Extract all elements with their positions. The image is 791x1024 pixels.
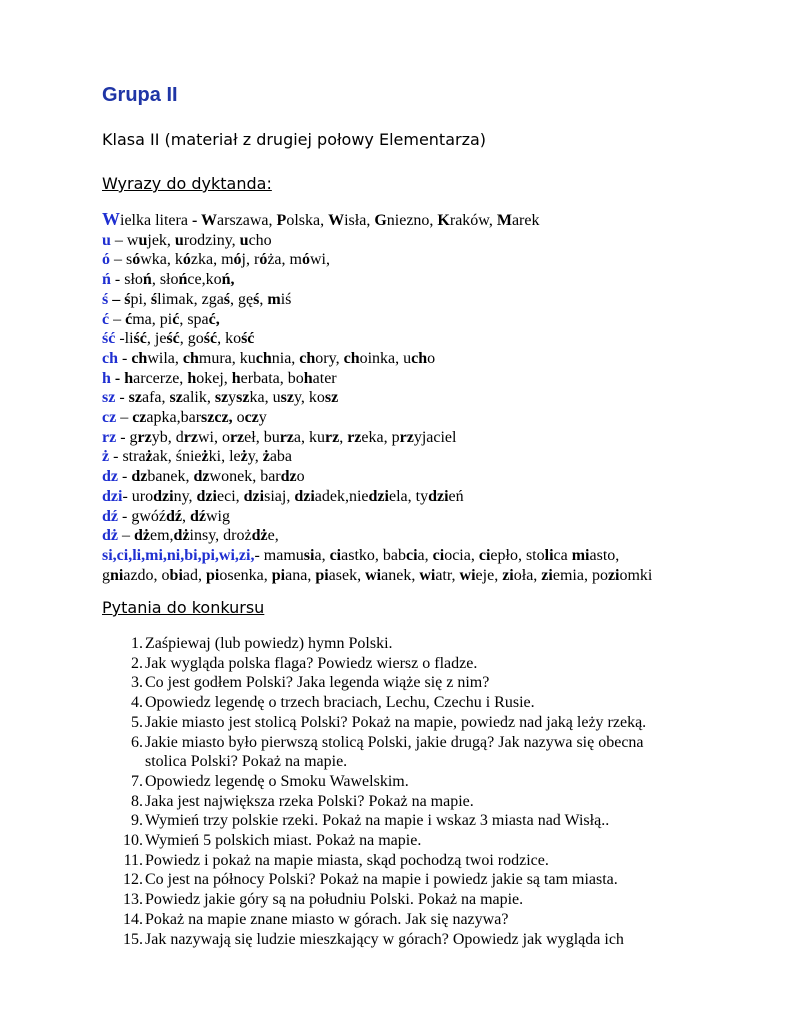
word-text: wi, o xyxy=(197,428,230,446)
question-number: 6. xyxy=(131,733,143,751)
question-number: 15. xyxy=(123,930,143,948)
word-text: raków, xyxy=(449,212,497,229)
question-number: 2. xyxy=(131,654,143,672)
letter-key: u xyxy=(102,231,111,249)
word-row xyxy=(102,329,762,349)
question-text: Powiedz i pokaż na mapie miasta, skąd pochodzą twoi rodzice. xyxy=(145,851,549,869)
highlighted-letters: ó xyxy=(301,251,310,269)
highlighted-letters: dzi xyxy=(243,487,265,505)
highlighted-letters: - W xyxy=(191,212,218,229)
highlighted-letters: h xyxy=(231,369,241,387)
word-text: ocia, xyxy=(444,546,479,564)
word-text: o xyxy=(296,468,305,486)
word-text: omki xyxy=(619,566,653,584)
highlighted-letters: li xyxy=(544,546,554,564)
word-text: , xyxy=(339,428,348,446)
question-text: Powiedz jakie góry są na południu Polski. Pokaż na mapie. xyxy=(145,891,524,909)
word-text: - stra xyxy=(109,448,146,466)
word-text: yjaciel xyxy=(413,428,457,446)
word-row xyxy=(102,290,762,310)
word-text: rodziny, xyxy=(183,231,240,249)
word-text: iś xyxy=(280,290,292,308)
word-text: - xyxy=(118,349,132,367)
highlighted-letters: pi xyxy=(206,566,220,584)
letter-key: dzi xyxy=(102,487,123,505)
word-text: eń xyxy=(448,487,464,505)
highlighted-letters: ś xyxy=(223,290,231,308)
word-text: yb, d xyxy=(151,428,184,446)
letter-key: ść xyxy=(102,330,116,348)
word-row xyxy=(102,546,762,566)
highlighted-letters: dz xyxy=(280,468,297,486)
highlighted-letters: ci xyxy=(329,546,342,564)
highlighted-letters: pi xyxy=(315,566,329,584)
word-row xyxy=(102,231,762,251)
word-text: nia, xyxy=(271,349,300,367)
highlighted-letters: pi xyxy=(271,566,286,584)
highlighted-letters: ch xyxy=(343,349,360,367)
word-text: o xyxy=(427,349,436,367)
word-text: jek, xyxy=(147,231,175,249)
highlighted-letters: cz xyxy=(244,409,259,427)
highlighted-letters: ci xyxy=(478,546,491,564)
highlighted-letters: mi xyxy=(571,546,590,564)
highlighted-letters: sz xyxy=(280,389,294,407)
word-text: ak, śnie xyxy=(152,448,202,466)
question-number: 8. xyxy=(131,792,143,810)
word-text: o xyxy=(232,409,245,427)
question-number: 14. xyxy=(123,910,143,928)
question-text: Co jest na północy Polski? Pokaż na mapie i powiedz jakie są tam miasta. xyxy=(145,871,618,889)
word-text: apka,bar xyxy=(146,409,202,427)
word-text: - xyxy=(118,468,132,486)
highlighted-letters: zi xyxy=(541,566,553,584)
word-text: , xyxy=(181,507,190,525)
word-text: arszawa, xyxy=(217,212,277,229)
word-text: j, r xyxy=(241,251,260,269)
highlighted-letters: cz xyxy=(132,409,147,427)
word-row xyxy=(102,270,762,290)
question-text: Opowiedz legendę o trzech braciach, Lechu, Czechu i Rusie. xyxy=(145,694,535,712)
highlighted-letters: ć, xyxy=(208,310,220,328)
highlighted-letters: rz xyxy=(399,428,414,446)
question-text: Jaka jest największa rzeka Polski? Pokaż na mapie. xyxy=(145,792,474,810)
class-subtitle: Klasa II (materiał z drugiej połowy Elementarza) xyxy=(102,130,487,149)
highlighted-letters: ń xyxy=(142,271,152,289)
question-item xyxy=(102,772,702,792)
word-text: e, xyxy=(267,527,279,545)
question-text: Pokaż na mapie znane miasto w górach. Jak się nazywa? xyxy=(145,910,509,928)
highlighted-letters: ci xyxy=(432,546,445,564)
word-row xyxy=(102,507,762,527)
word-text: - sło xyxy=(110,271,143,289)
highlighted-letters: u xyxy=(174,231,184,249)
letter-key: sz xyxy=(102,389,116,407)
word-text: siaj, xyxy=(264,487,295,505)
word-text: alik, xyxy=(182,389,215,407)
word-text: ory, xyxy=(315,349,344,367)
question-number: 4. xyxy=(131,694,143,712)
word-text: cho xyxy=(248,231,272,249)
word-text: eci, xyxy=(216,487,244,505)
question-number: 7. xyxy=(131,772,143,790)
word-text: - gwóź xyxy=(118,507,166,525)
question-item xyxy=(102,654,702,674)
questions-heading: Pytania do konkursu xyxy=(102,598,265,617)
word-text: – s xyxy=(110,251,133,269)
word-text: afa, xyxy=(141,389,170,407)
question-text: Wymień trzy polskie rzeki. Pokaż na mapie i wskaz 3 miasta nad Wisłą.. xyxy=(145,812,610,830)
word-text: y xyxy=(258,409,267,427)
word-row xyxy=(102,310,762,330)
word-row xyxy=(102,526,762,546)
question-number: 9. xyxy=(131,812,143,830)
word-text: , sło xyxy=(151,271,179,289)
word-text: aba xyxy=(269,448,293,466)
word-text: wi, xyxy=(309,251,330,269)
word-text: g xyxy=(102,566,110,584)
highlighted-letters: wi xyxy=(419,566,436,584)
highlighted-letters: si xyxy=(303,546,315,564)
highlighted-letters: sz xyxy=(236,389,250,407)
highlighted-letters: h xyxy=(303,369,313,387)
letter-key: h xyxy=(102,369,111,387)
highlighted-letters: dż xyxy=(173,527,190,545)
highlighted-letters: M xyxy=(496,212,512,229)
word-text: azdo, o xyxy=(123,566,170,584)
highlighted-letters: rz xyxy=(279,428,294,446)
word-text: arcerze, xyxy=(133,369,188,387)
question-item xyxy=(102,733,702,772)
word-text: a, ku xyxy=(293,428,325,446)
question-text: Opowiedz legendę o Smoku Wawelskim. xyxy=(145,772,409,790)
highlighted-letters: ó xyxy=(182,251,191,269)
highlighted-letters: sz xyxy=(324,389,339,407)
highlighted-letters: G xyxy=(374,212,387,229)
highlighted-letters: sz xyxy=(128,389,142,407)
word-text: , je xyxy=(146,330,167,348)
word-text: - xyxy=(115,389,129,407)
highlighted-letters: zi xyxy=(502,566,514,584)
highlighted-letters: ch xyxy=(182,349,199,367)
highlighted-letters: u xyxy=(239,231,249,249)
word-row xyxy=(102,487,762,507)
letter-key: rz xyxy=(102,428,117,446)
word-text: eł, bu xyxy=(244,428,280,446)
highlighted-letters: szcz, xyxy=(201,409,233,427)
question-item xyxy=(102,910,702,930)
word-text: osenka, xyxy=(219,566,272,584)
word-text: , go xyxy=(179,330,204,348)
word-text: adek,nie xyxy=(314,487,369,505)
highlighted-letters: dzi xyxy=(294,487,315,505)
highlighted-letters: ść xyxy=(203,330,218,348)
highlighted-letters: dź xyxy=(165,507,182,525)
highlighted-letters: ż xyxy=(145,448,153,466)
word-text: ce,ko xyxy=(187,271,222,289)
word-row xyxy=(102,369,762,389)
highlighted-letters: ni xyxy=(110,566,124,584)
word-row xyxy=(102,250,762,270)
highlighted-letters: wi xyxy=(365,566,382,584)
contest-questions-list xyxy=(102,634,702,949)
highlighted-letters: dż xyxy=(134,527,150,545)
word-text: erbata, bo xyxy=(240,369,304,387)
word-text: asek, xyxy=(328,566,366,584)
question-text: Co jest godłem Polski? Jaka legenda wiąże się z nim? xyxy=(145,674,490,692)
word-text: wila, xyxy=(147,349,183,367)
highlighted-letters: W xyxy=(328,212,345,229)
word-text: oinka, u xyxy=(359,349,412,367)
word-text: pi, xyxy=(130,290,151,308)
question-item xyxy=(102,634,702,654)
word-text: arek xyxy=(511,212,540,229)
letter-key: dż xyxy=(102,527,118,545)
question-number: 11. xyxy=(123,851,143,869)
highlighted-letters: P xyxy=(276,212,287,229)
word-text: insy, droż xyxy=(189,527,252,545)
highlighted-letters: ń, xyxy=(221,271,235,289)
word-text: zka, m xyxy=(190,251,234,269)
word-text: ka, u xyxy=(249,389,281,407)
word-text: , spa xyxy=(179,310,209,328)
word-text: a, xyxy=(314,546,330,564)
highlighted-letters: ó xyxy=(259,251,268,269)
highlighted-letters: ci xyxy=(406,546,418,564)
word-text: banek, xyxy=(147,468,194,486)
word-text: wig xyxy=(205,507,230,525)
word-row xyxy=(102,447,762,467)
word-text: – w xyxy=(110,231,139,249)
word-row xyxy=(102,388,762,408)
word-text: limak, zga xyxy=(157,290,224,308)
highlighted-letters: ś xyxy=(253,290,260,308)
highlighted-letters: ch xyxy=(131,349,148,367)
highlighted-letters: ż xyxy=(240,448,248,466)
word-text: wka, k xyxy=(140,251,183,269)
question-item xyxy=(102,930,702,950)
letter-key: W xyxy=(102,209,120,229)
highlighted-letters: h xyxy=(187,369,197,387)
highlighted-letters: u xyxy=(138,231,148,249)
question-number: 5. xyxy=(131,713,143,731)
highlighted-letters: wi xyxy=(459,566,476,584)
highlighted-letters: ż xyxy=(201,448,209,466)
highlighted-letters: ć xyxy=(172,310,180,328)
word-text: eka, p xyxy=(361,428,400,446)
highlighted-letters: dzi xyxy=(368,487,389,505)
word-text: ma, pi xyxy=(132,310,173,328)
highlighted-letters: sz xyxy=(214,389,229,407)
word-text: olska, xyxy=(286,212,329,229)
word-text: isła, xyxy=(344,212,375,229)
word-row xyxy=(102,210,762,231)
highlighted-letters: zi xyxy=(607,566,620,584)
word-text: anek, xyxy=(381,566,420,584)
highlighted-letters: K xyxy=(437,212,450,229)
word-row xyxy=(102,408,762,428)
word-row xyxy=(102,467,762,487)
letter-key: ó xyxy=(102,251,110,269)
word-text: – xyxy=(109,310,126,328)
question-text: Zaśpiewaj (lub powiedz) hymn Polski. xyxy=(145,635,393,652)
question-item xyxy=(102,831,702,851)
word-text: niezno, xyxy=(386,212,438,229)
question-text: Jak wygląda polska flaga? Powiedz wiersz o fladze. xyxy=(145,654,478,672)
highlighted-letters: rz xyxy=(183,428,198,446)
word-text: okej, xyxy=(196,369,232,387)
letter-key: ch xyxy=(102,349,118,367)
highlighted-letters: rz xyxy=(229,428,245,446)
question-text: stolica Polski? Pokaż na mapie. xyxy=(145,753,348,771)
word-text: - mamu xyxy=(254,546,304,564)
word-text: wonek, bar xyxy=(209,468,281,486)
word-text: ater xyxy=(312,369,337,387)
highlighted-letters: ść xyxy=(241,330,255,348)
highlighted-letters: – ś xyxy=(108,290,131,308)
word-text: , gę xyxy=(230,290,254,308)
word-text: – xyxy=(116,409,133,427)
word-text: oła, xyxy=(513,566,542,584)
highlighted-letters: ó xyxy=(132,251,141,269)
word-text: astko, bab xyxy=(341,546,406,564)
highlighted-letters: ch xyxy=(255,349,272,367)
word-text: em, xyxy=(150,527,174,545)
word-text: ad, xyxy=(182,566,206,584)
question-number: 13. xyxy=(123,891,143,909)
question-item xyxy=(102,851,702,871)
word-text: , xyxy=(259,290,268,308)
highlighted-letters: ch xyxy=(411,349,428,367)
word-text: emia, po xyxy=(552,566,608,584)
word-text: ielka litera xyxy=(120,212,192,229)
highlighted-letters: m xyxy=(267,290,281,308)
letter-key: ć xyxy=(102,310,110,328)
letter-key: ń xyxy=(102,271,111,289)
question-item xyxy=(102,693,702,713)
question-item xyxy=(102,811,702,831)
word-text: y, ko xyxy=(293,389,325,407)
highlighted-letters: ć xyxy=(125,310,133,328)
highlighted-letters: sz xyxy=(169,389,183,407)
word-text: ki, le xyxy=(208,448,241,466)
question-number: 1. xyxy=(131,635,143,652)
highlighted-letters: - h xyxy=(110,369,134,387)
word-row xyxy=(102,428,762,448)
highlighted-letters: dzi xyxy=(428,487,449,505)
word-text: mura, ku xyxy=(198,349,256,367)
highlighted-letters: ść xyxy=(133,330,147,348)
word-text: - g xyxy=(116,428,138,446)
word-text: – xyxy=(118,527,134,545)
word-row xyxy=(102,566,762,586)
words-heading: Wyrazy do dyktanda: xyxy=(102,174,272,193)
question-item xyxy=(102,870,702,890)
highlighted-letters: dz xyxy=(131,468,148,486)
highlighted-letters: ó xyxy=(233,251,242,269)
question-item xyxy=(102,713,702,733)
question-item xyxy=(102,792,702,812)
letter-key: ż xyxy=(102,448,110,466)
highlighted-letters: rz xyxy=(347,428,362,446)
highlighted-letters: ś xyxy=(150,290,158,308)
word-text: asto, xyxy=(589,546,620,564)
word-text: -li xyxy=(115,330,134,348)
word-text: a, xyxy=(417,546,433,564)
highlighted-letters: dzi xyxy=(153,487,174,505)
highlighted-letters: ść xyxy=(166,330,180,348)
word-row xyxy=(102,349,762,369)
question-number: 3. xyxy=(131,674,143,692)
highlighted-letters: dż xyxy=(251,527,268,545)
question-text: Wymień 5 polskich miast. Pokaż na mapie. xyxy=(145,832,422,850)
question-text: Jak nazywają się ludzie mieszkający w górach? Opowiedz jak wygląda ich xyxy=(145,930,624,948)
highlighted-letters: dz xyxy=(193,468,210,486)
word-text: atr, xyxy=(435,566,460,584)
word-text: ny, xyxy=(173,487,197,505)
highlighted-letters: rz xyxy=(137,428,152,446)
word-text: y, xyxy=(247,448,263,466)
word-text: - uro xyxy=(122,487,154,505)
word-text: eje, xyxy=(475,566,503,584)
word-text: ca xyxy=(553,546,572,564)
letter-key: cz xyxy=(102,409,117,427)
letter-key: ś xyxy=(102,290,109,308)
highlighted-letters: rz xyxy=(325,428,340,446)
word-text: ana, xyxy=(285,566,316,584)
highlighted-letters: dzi xyxy=(196,487,217,505)
question-text: Jakie miasto było pierwszą stolicą Polski, jakie drugą? Jak nazywa się obecna xyxy=(145,733,644,751)
highlighted-letters: ch xyxy=(299,349,316,367)
letter-key: dz xyxy=(102,468,118,486)
question-number: 12. xyxy=(123,871,143,889)
word-text: ża, m xyxy=(267,251,302,269)
highlighted-letters: bi xyxy=(169,566,183,584)
highlighted-letters: ż xyxy=(262,448,270,466)
letter-key: dź xyxy=(102,507,118,525)
question-number: 10. xyxy=(123,832,143,850)
page-title: Grupa II xyxy=(102,84,178,106)
word-text: epło, sto xyxy=(490,546,545,564)
word-text: y xyxy=(228,389,237,407)
highlighted-letters: dź xyxy=(189,507,206,525)
question-text: Jakie miasto jest stolicą Polski? Pokaż na mapie, powiedz nad jaką leży rzeką. xyxy=(145,713,647,731)
question-item xyxy=(102,890,702,910)
highlighted-letters: ń xyxy=(178,271,188,289)
question-item xyxy=(102,673,702,693)
letter-key: si,ci,li,mi,ni,bi,pi,wi,zi, xyxy=(102,546,255,564)
word-text: , ko xyxy=(217,330,242,348)
word-text: ela, ty xyxy=(388,487,429,505)
dictation-words-list xyxy=(102,210,762,585)
